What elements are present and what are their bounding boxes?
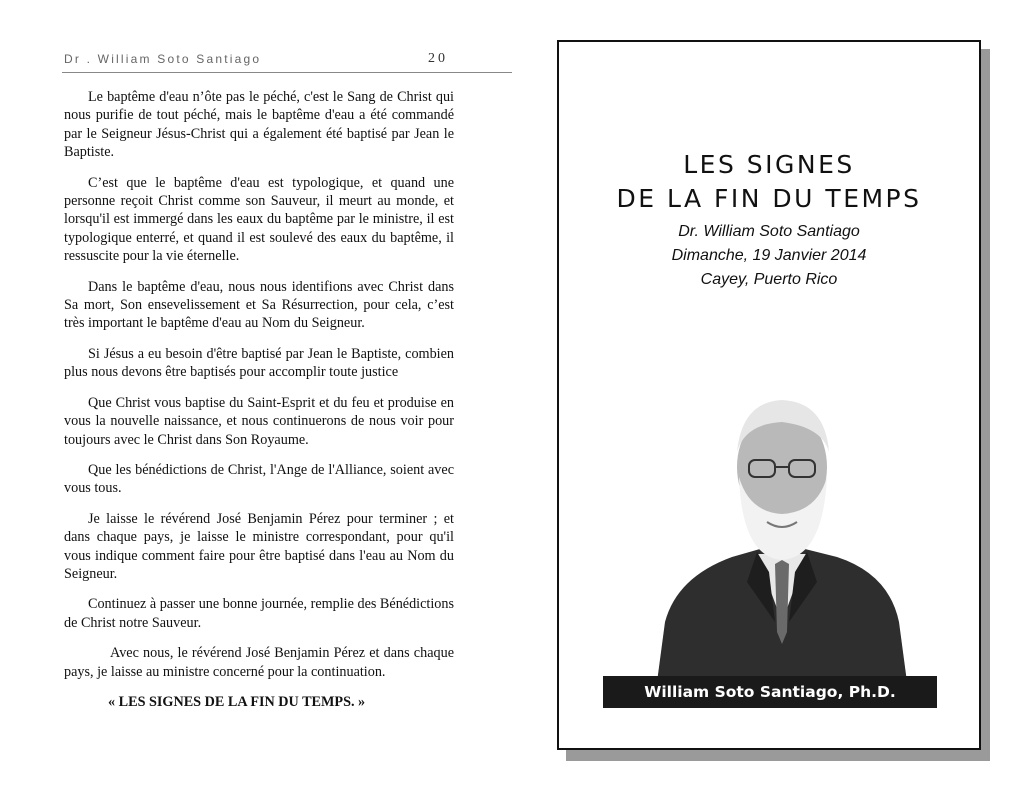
paragraph: C’est que le baptême d'eau est typologique, et quand une personne reçoit Christ comme son Sauveur, il meurt au monde, et lorsqu'il est immergé dans les eaux du baptême par le ministre, il est typologique enterré, et quand il est soulevé des eaux du baptême, il ressuscite pour la vie éternelle.: [64, 174, 454, 265]
paragraph: Continuez à passer une bonne journée, remplie des Bénédictions de Christ notre Sauveur.: [64, 596, 455, 631]
page-number: 20: [428, 51, 448, 66]
cover-location: Cayey, Puerto Rico: [700, 271, 838, 288]
name-banner: William Soto Santiago, Ph.D.: [603, 676, 937, 708]
body-text: [64, 88, 454, 723]
page-header: [62, 52, 512, 73]
cover-author: Dr. William Soto Santiago: [678, 223, 860, 240]
book-cover: [557, 40, 981, 750]
cover-title-line1: LES SIGNES: [683, 150, 855, 179]
cover-title-line2: DE LA FIN DU TEMPS: [616, 184, 922, 213]
paragraph: Si Jésus a eu besoin d'être baptisé par Jean le Baptiste, combien plus nous devons être baptisés pour accomplir toute justice: [64, 345, 454, 381]
cover-date: Dimanche, 19 Janvier 2014: [671, 247, 867, 264]
header-author: Dr . William Soto Santiago: [64, 52, 262, 66]
paragraph: Que les bénédictions de Christ, l'Ange de l'Alliance, soient avec vous tous.: [64, 461, 454, 497]
paragraph: Le baptême d'eau n’ôte pas le péché, c'est le Sang de Christ qui nous purifie de tout péché, mais le baptême d'eau a été commandé par le Seigneur Jésus-Christ qui a également été baptisé par Jean le Baptiste.: [64, 89, 454, 161]
paragraph: Je laisse le révérend José Benjamin Pérez pour terminer ; et dans chaque pays, je laisse le ministre correspondant, pour qu'il vous indique comment faire pour être baptisé dans l'eau au Nom du Seigneur.: [64, 510, 454, 582]
author-portrait: [657, 382, 907, 682]
closing-paragraph: Avec nous, le révérend José Benjamin Pérez et dans chaque pays, je laisse au ministre concerné pour la continuation.: [64, 645, 454, 680]
paragraph: Que Christ vous baptise du Saint-Esprit et du feu et produise en vous la nouvelle naissance, et nous continuerons de nous voir pour toujours avec le Christ dans Son Royaume.: [64, 394, 454, 448]
final-title: « LES SIGNES DE LA FIN DU TEMPS. »: [108, 693, 366, 710]
paragraph: Dans le baptême d'eau, nous nous identifions avec Christ dans Sa mort, Son ensevelissement et Sa Résurrection, pour cela, c’est très important le baptême d'eau au Nom du Seigneur.: [64, 278, 454, 332]
